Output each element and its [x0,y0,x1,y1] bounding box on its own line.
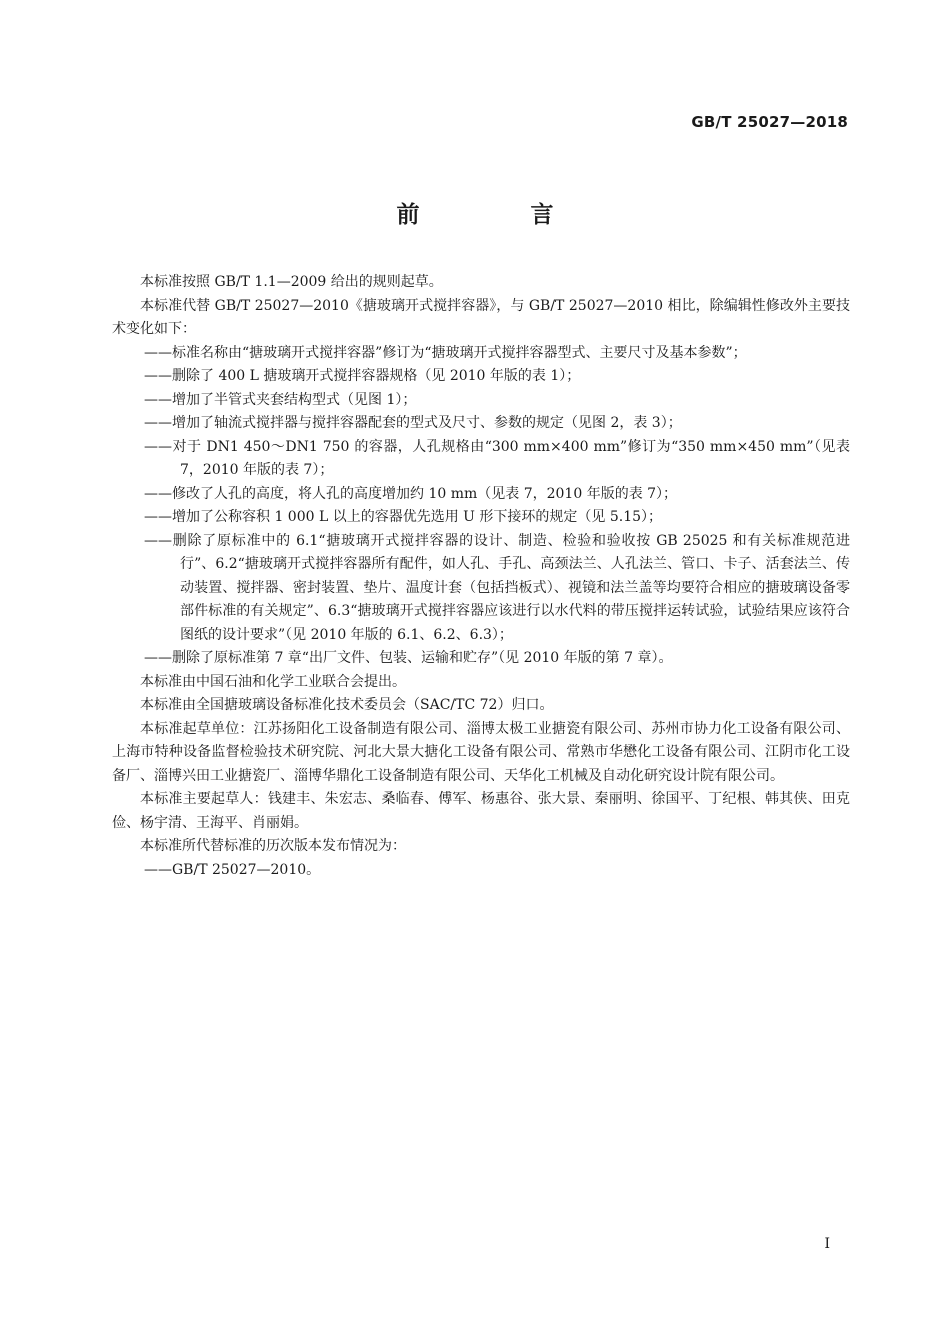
paragraph-proposer: 本标准由中国石油和化学工业联合会提出。 [140,673,406,690]
change-item: ——对于 DN1 450～DN1 750 的容器，人孔规格由“300 mm×400 mm”修订为“350 mm×450 mm”（见表 7，2010 年版的表 7）； [144,438,850,478]
page-number: I [824,1236,830,1252]
paragraph-drafting-units: 本标准起草单位：江苏扬阳化工设备制造有限公司、淄博太极工业搪瓷有限公司、苏州市协力化工设备有限公司、上海市特种设备监督检验技术研究院、河北大景大搪化工设备有限公司、常熟市华懋化工设备有限公司、江阴市化工设备厂、淄博兴田工业搪瓷厂、淄博华鼎化工设备制造有限公司、天华化工机械及自动化研究设计院有限公司。 [112,720,850,784]
change-item: ——删除了原标准中的 6.1“搪玻璃开式搅拌容器的设计、制造、检验和验收按 GB 25025 和有关标准规范进行”、6.2“搪玻璃开式搅拌容器所有配件，如人孔、手孔、高颈法兰、人孔法兰、管口、卡子、活套法兰、传动装置、搅拌器、密封装置、垫片、温度计套（包括挡板式）、视镜和法兰盖等均要符合相应的搪玻璃设备零部件标准的有关规定”、6.3“搪玻璃开式搅拌容器应该进行以水代料的带压搅拌运转试验，试验结果应该符合图纸的设计要求”（见 2010 年版的 6.1、6.2、6.3）； [144,532,850,643]
paragraph-drafters: 本标准主要起草人：钱建丰、朱宏志、桑临春、傅军、杨惠谷、张大景、秦丽明、徐国平、丁纪根、韩其侠、田克俭、杨宇清、王海平、肖丽娟。 [112,791,850,831]
change-item: ——增加了半管式夹套结构型式（见图 1）； [144,391,417,408]
change-item: ——增加了公称容积 1 000 L 以上的容器优先选用 U 形下接环的规定（见 5.15）； [144,509,663,525]
paragraph-history-intro: 本标准所代替标准的历次版本发布情况为： [140,838,406,854]
history-item: ——GB/T 25027—2010。 [144,861,321,878]
change-item: ——修改了人孔的高度，将人孔的高度增加约 10 mm（见表 7，2010 年版的表 7）； [144,485,678,502]
foreword-body [112,271,850,882]
change-item: ——增加了轴流式搅拌器与搅拌容器配套的型式及尺寸、参数的规定（见图 2，表 3）； [144,415,682,431]
paragraph-technical-committee: 本标准由全国搪玻璃设备标准化技术委员会（SAC/TC 72）归口。 [140,697,554,713]
page-title: 前 言 [396,202,598,228]
change-item: ——删除了原标准第 7 章“出厂文件、包装、运输和贮存”（见 2010 年版的第 7 章）。 [144,650,673,666]
change-item: ——标准名称由“搪玻璃开式搅拌容器”修订为“搪玻璃开式搅拌容器型式、主要尺寸及基本参数”； [144,344,747,361]
paragraph-replacement: 本标准代替 GB/T 25027—2010《搪玻璃开式搅拌容器》，与 GB/T 25027—2010 相比，除编辑性修改外主要技术变化如下： [112,297,850,337]
standard-code: GB/T 25027—2018 [691,113,848,131]
paragraph-drafting-rules: 本标准按照 GB/T 1.1—2009 给出的规则起草。 [140,274,443,290]
change-item: ——删除了 400 L 搪玻璃开式搅拌容器规格（见 2010 年版的表 1）； [144,368,581,384]
